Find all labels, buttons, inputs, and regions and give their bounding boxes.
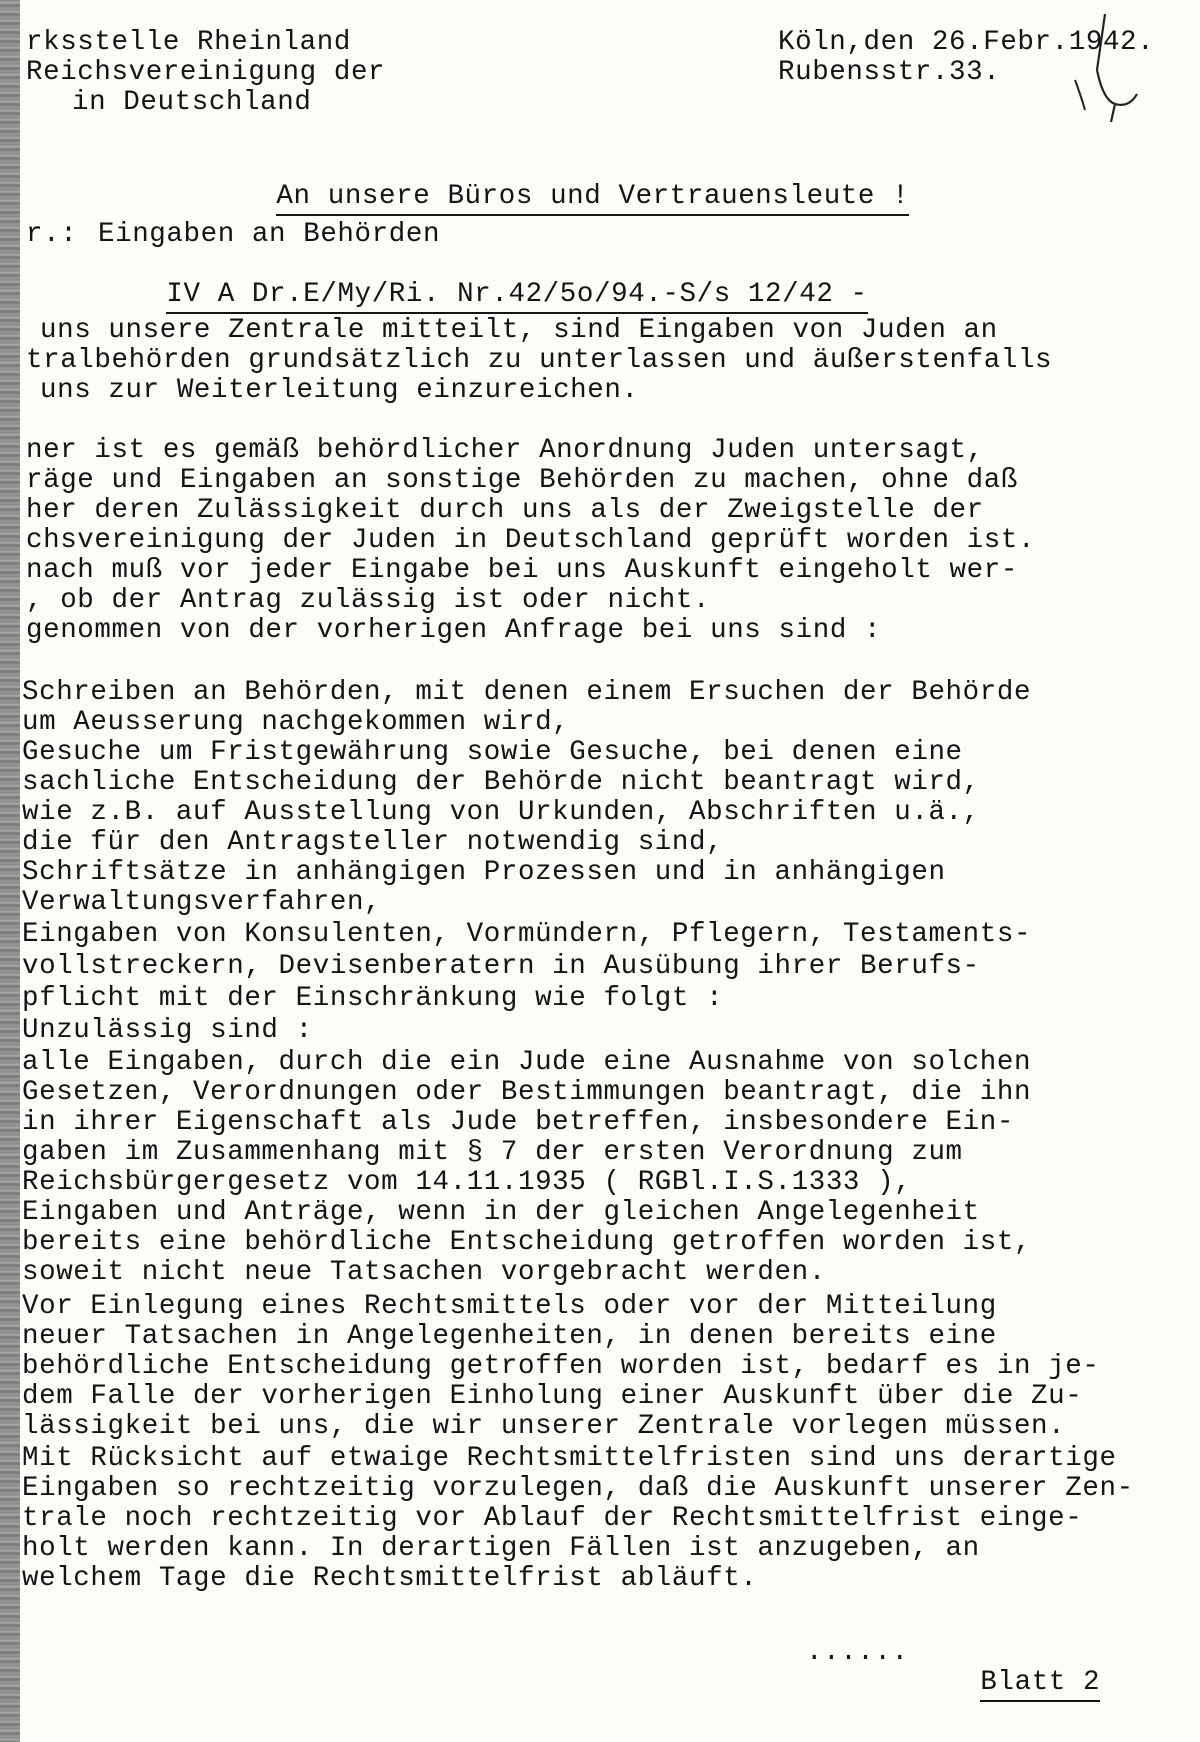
exception-line: soweit nicht neue Tatsachen vorgebracht werden. [22, 1257, 826, 1288]
exception-line: Vor Einlegung eines Rechtsmittels oder vor der Mitteilung [22, 1291, 997, 1322]
sender-line-1: rksstelle Rheinland [26, 27, 351, 58]
exception-line: Eingaben von Konsulenten, Vormündern, Pflegern, Testaments- [22, 919, 1032, 950]
exception-line: wie z.B. auf Ausstellung von Urkunden, Abschriften u.ä., [22, 797, 980, 828]
exception-line: pflicht mit der Einschränkung wie folgt : [22, 983, 724, 1014]
exception-line: welchem Tage die Rechtsmittelfrist abläuft. [22, 1563, 758, 1594]
exception-line: Schreiben an Behörden, mit denen einem Ersuchen der Behörde [22, 677, 1032, 708]
exception-line: bereits eine behördliche Entscheidung getroffen worden ist, [22, 1227, 1032, 1258]
exception-line: sachliche Entscheidung der Behörde nicht beantragt wird, [22, 767, 980, 798]
exception-line: Schriftsätze in anhängigen Prozessen und in anhängigen [22, 857, 946, 888]
exception-line: die für den Antragsteller notwendig sind, [22, 827, 724, 858]
exception-line: Mit Rücksicht auf etwaige Rechtsmittelfristen sind uns derartige [22, 1443, 1117, 1474]
paragraph-2-line: her deren Zulässigkeit durch uns als der Zweigstelle der [26, 495, 984, 526]
address: Rubensstr.33. [778, 57, 1001, 88]
subject-reference: IV A Dr.E/My/Ri. Nr.42/5o/94.-S/s 12/42 - [166, 279, 867, 314]
exception-line: um Aeusserung nachgekommen wird, [22, 707, 570, 738]
sender-line-3: in Deutschland [72, 87, 312, 118]
footer-continuation: Blatt 2 [980, 1667, 1100, 1702]
exception-line: Gesuche um Fristgewährung sowie Gesuche, bei denen eine [22, 737, 963, 768]
place-date: Köln,den 26.Febr.1942. [778, 27, 1155, 58]
exception-line: dem Falle der vorherigen Einholung einer Auskunft über die Zu- [22, 1381, 1083, 1412]
paragraph-2-line: genommen von der vorherigen Anfrage bei uns sind : [26, 615, 882, 646]
salutation: An unsere Büros und Vertrauensleute ! [276, 181, 909, 216]
paragraph-1-line: uns unsere Zentrale mitteilt, sind Eingaben von Juden an [40, 315, 998, 346]
footer-continuation-wrap [912, 1638, 1100, 1728]
exception-line: Eingaben und Anträge, wenn in der gleichen Angelegenheit [22, 1197, 980, 1228]
exception-line: alle Eingaben, durch die ein Jude eine Ausnahme von solchen [22, 1047, 1032, 1078]
paragraph-2-line: räge und Eingaben an sonstige Behörden zu machen, ohne daß [26, 465, 1018, 496]
scan-binding-edge [0, 0, 20, 1742]
exception-line: vollstreckern, Devisenberatern in Ausübung ihrer Berufs- [22, 951, 980, 982]
exception-line: Gesetzen, Verordnungen oder Bestimmungen beantragt, die ihn [22, 1077, 1032, 1108]
exception-line: behördliche Entscheidung getroffen worden ist, bedarf es in je- [22, 1351, 1100, 1382]
handwritten-mark-icon [1045, 10, 1165, 130]
paragraph-2-line: chsvereinigung der Juden in Deutschland geprüft worden ist. [26, 525, 1036, 556]
exception-line: Unzulässig sind : [22, 1015, 313, 1046]
exception-line: neuer Tatsachen in Angelegenheiten, in denen bereits eine [22, 1321, 997, 1352]
exception-line: holt werden kann. In derartigen Fällen ist anzugeben, an [22, 1533, 980, 1564]
exception-line: in ihrer Eigenschaft als Jude betreffen, insbesondere Ein- [22, 1107, 1014, 1138]
exception-line: Eingaben so rechtzeitig vorzulegen, daß die Auskunft unserer Zen- [22, 1473, 1134, 1504]
exception-line: gaben im Zusammenhang mit § 7 der ersten Verordnung zum [22, 1137, 963, 1168]
paragraph-1-line: tralbehörden grundsätzlich zu unterlassen und äußerstenfalls [26, 345, 1053, 376]
sender-line-2: Reichsvereinigung der [26, 57, 386, 88]
paragraph-2-line: nach muß vor jeder Eingabe bei uns Auskunft eingeholt wer- [26, 555, 1018, 586]
exception-line: lässigkeit bei uns, die wir unserer Zentrale vorlegen müssen. [22, 1411, 1066, 1442]
paragraph-2-line: ner ist es gemäß behördlicher Anordnung Juden untersagt, [26, 435, 984, 466]
exception-line: trale noch rechtzeitig vor Ablauf der Rechtsmittelfrist einge- [22, 1503, 1083, 1534]
exception-line: Verwaltungsverfahren, [22, 887, 382, 918]
subject-title: Eingaben an Behörden [98, 219, 441, 250]
paragraph-1-line: uns zur Weiterleitung einzureichen. [40, 375, 639, 406]
exception-line: Reichsbürgergesetz vom 14.11.1935 ( RGBl.I.S.1333 ), [22, 1167, 912, 1198]
paragraph-2-line: , ob der Antrag zulässig ist oder nicht. [26, 585, 711, 616]
subject-label: r.: [26, 219, 78, 250]
footer-dots: ...... [806, 1637, 909, 1668]
